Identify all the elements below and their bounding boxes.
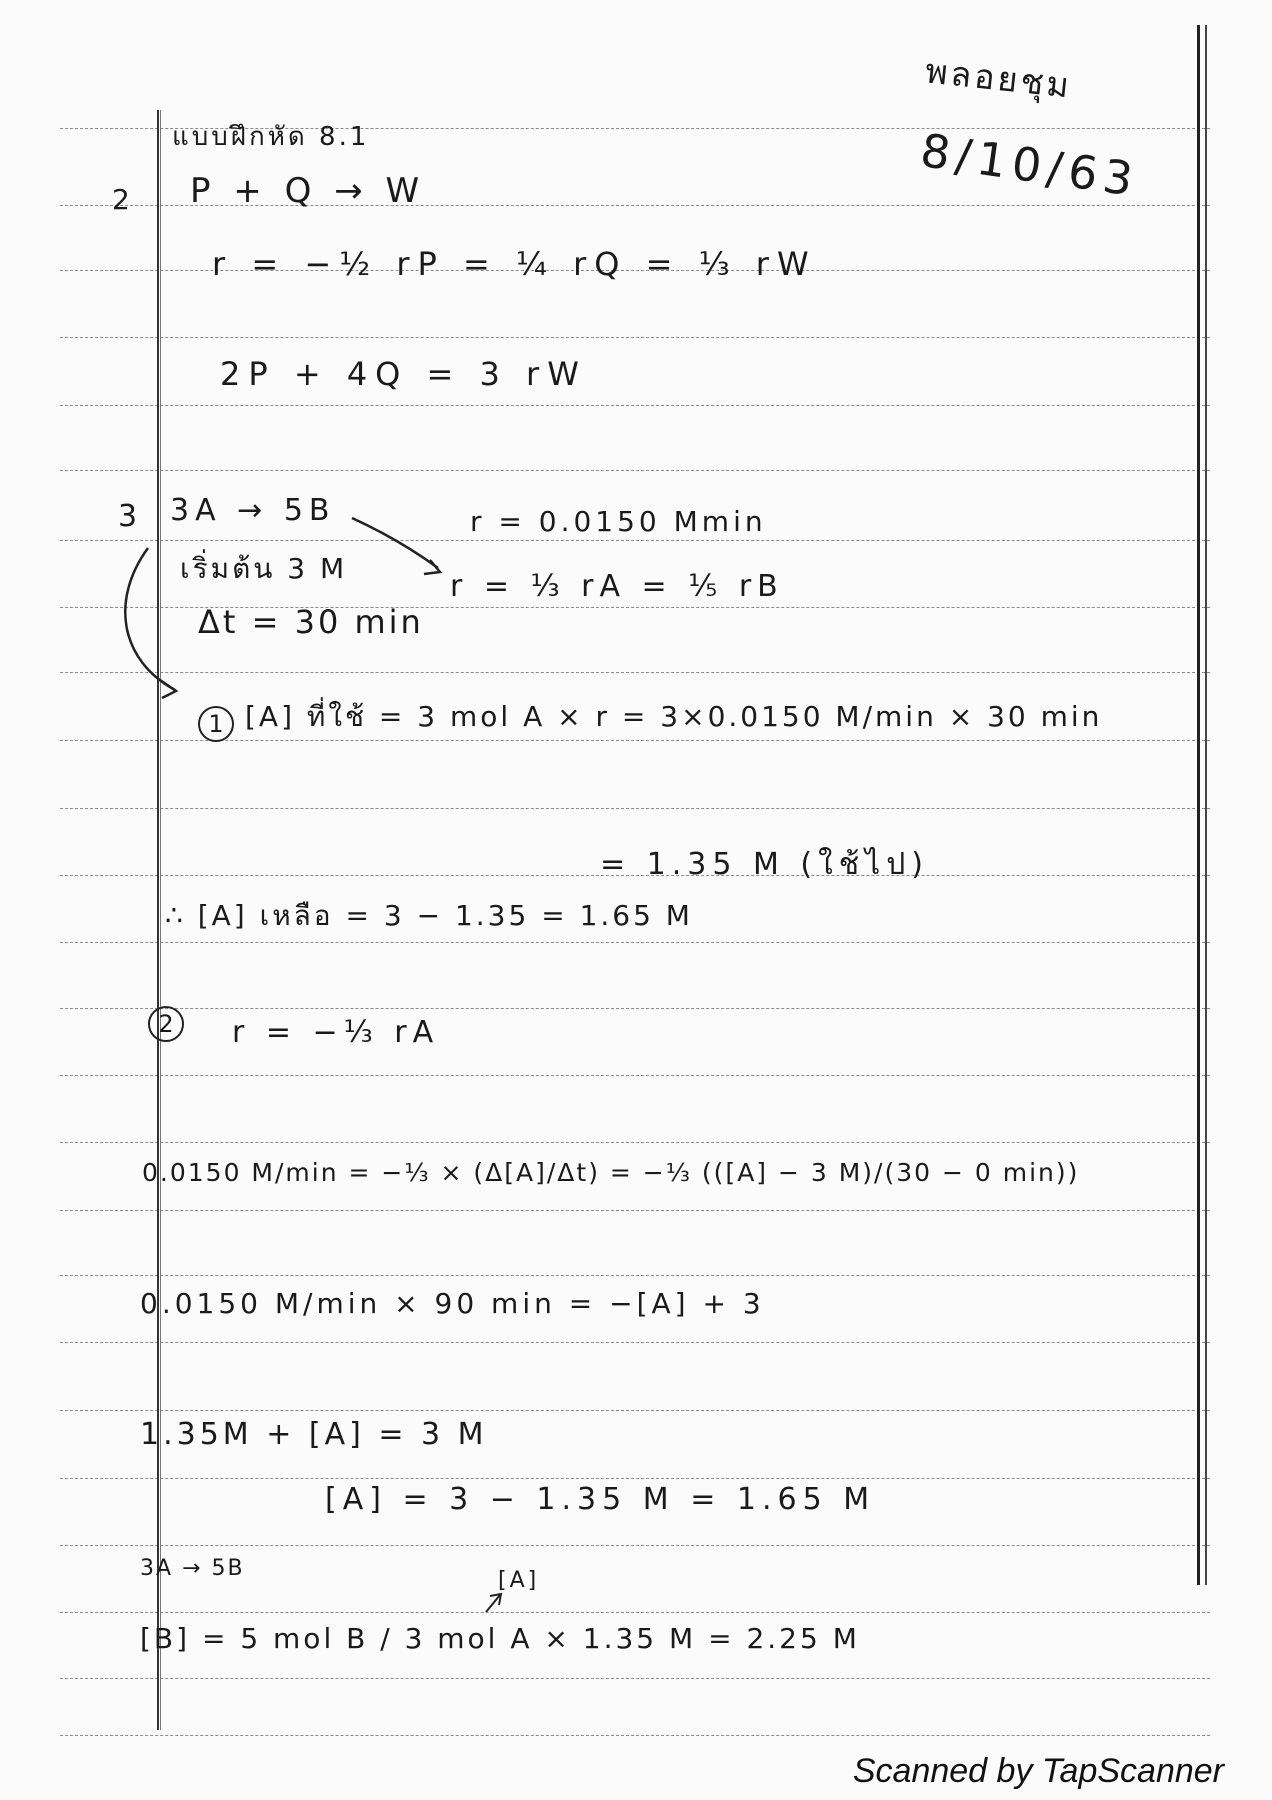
used-concentration-result: = 1.35 M (ใช้ไป) — [600, 847, 929, 882]
rate-definition: r = −⅓ rA — [232, 1015, 440, 1050]
rate-equation: 0.0150 M/min = −⅓ × (Δ[A]/Δt) = −⅓ (([A] − 3 M)/(30 − 0 min)) — [142, 1158, 1080, 1187]
exercise-title: แบบฝึกหัด 8.1 — [172, 122, 370, 152]
part-marker: 2 — [148, 1006, 184, 1042]
final-concentration: [A] = 3 − 1.35 M = 1.65 M — [325, 1482, 876, 1517]
rate-expression: r = −½ rP = ¼ rQ = ⅓ rW — [212, 245, 817, 283]
reaction-equation: 3A → 5B — [170, 493, 336, 528]
product-concentration: [B] = 5 mol B / 3 mol A × 1.35 M = 2.25 M — [140, 1622, 860, 1655]
coefficient-equation: 2P + 4Q = 3 rW — [220, 355, 587, 393]
date: 8/10/63 — [917, 122, 1143, 208]
reaction-equation: 3A → 5B — [140, 1556, 245, 1581]
arrow-stroke — [352, 518, 438, 568]
arrow-stroke — [486, 1595, 500, 1612]
part-marker: 1 — [198, 706, 234, 742]
rate-relation: r = ⅓ rA = ⅕ rB — [450, 569, 784, 604]
problem-number: 2 — [112, 183, 133, 216]
annotation-label: [A] — [498, 1568, 540, 1593]
sum-equation: 1.35M + [A] = 3 M — [140, 1417, 488, 1452]
scanner-watermark: Scanned by TapScanner — [852, 1752, 1224, 1790]
reaction-equation: P + Q → W — [190, 171, 426, 211]
arrow-stroke — [125, 548, 175, 690]
arrow-head — [160, 680, 176, 698]
rearranged-equation: 0.0150 M/min × 90 min = −[A] + 3 — [140, 1287, 765, 1320]
given-rate: r = 0.0150 Mmin — [470, 505, 767, 538]
time-interval: Δt = 30 min — [198, 603, 424, 641]
used-concentration-calc: [A] ที่ใช้ = 3 mol A × r = 3×0.0150 M/min × 30 min — [245, 700, 1103, 733]
problem-number: 3 — [118, 499, 141, 534]
signature: พลอยชุม — [923, 51, 1074, 107]
remaining-concentration: ∴ [A] เหลือ = 3 − 1.35 = 1.65 M — [165, 899, 693, 932]
initial-concentration: เริ่มต้น 3 M — [180, 552, 348, 585]
